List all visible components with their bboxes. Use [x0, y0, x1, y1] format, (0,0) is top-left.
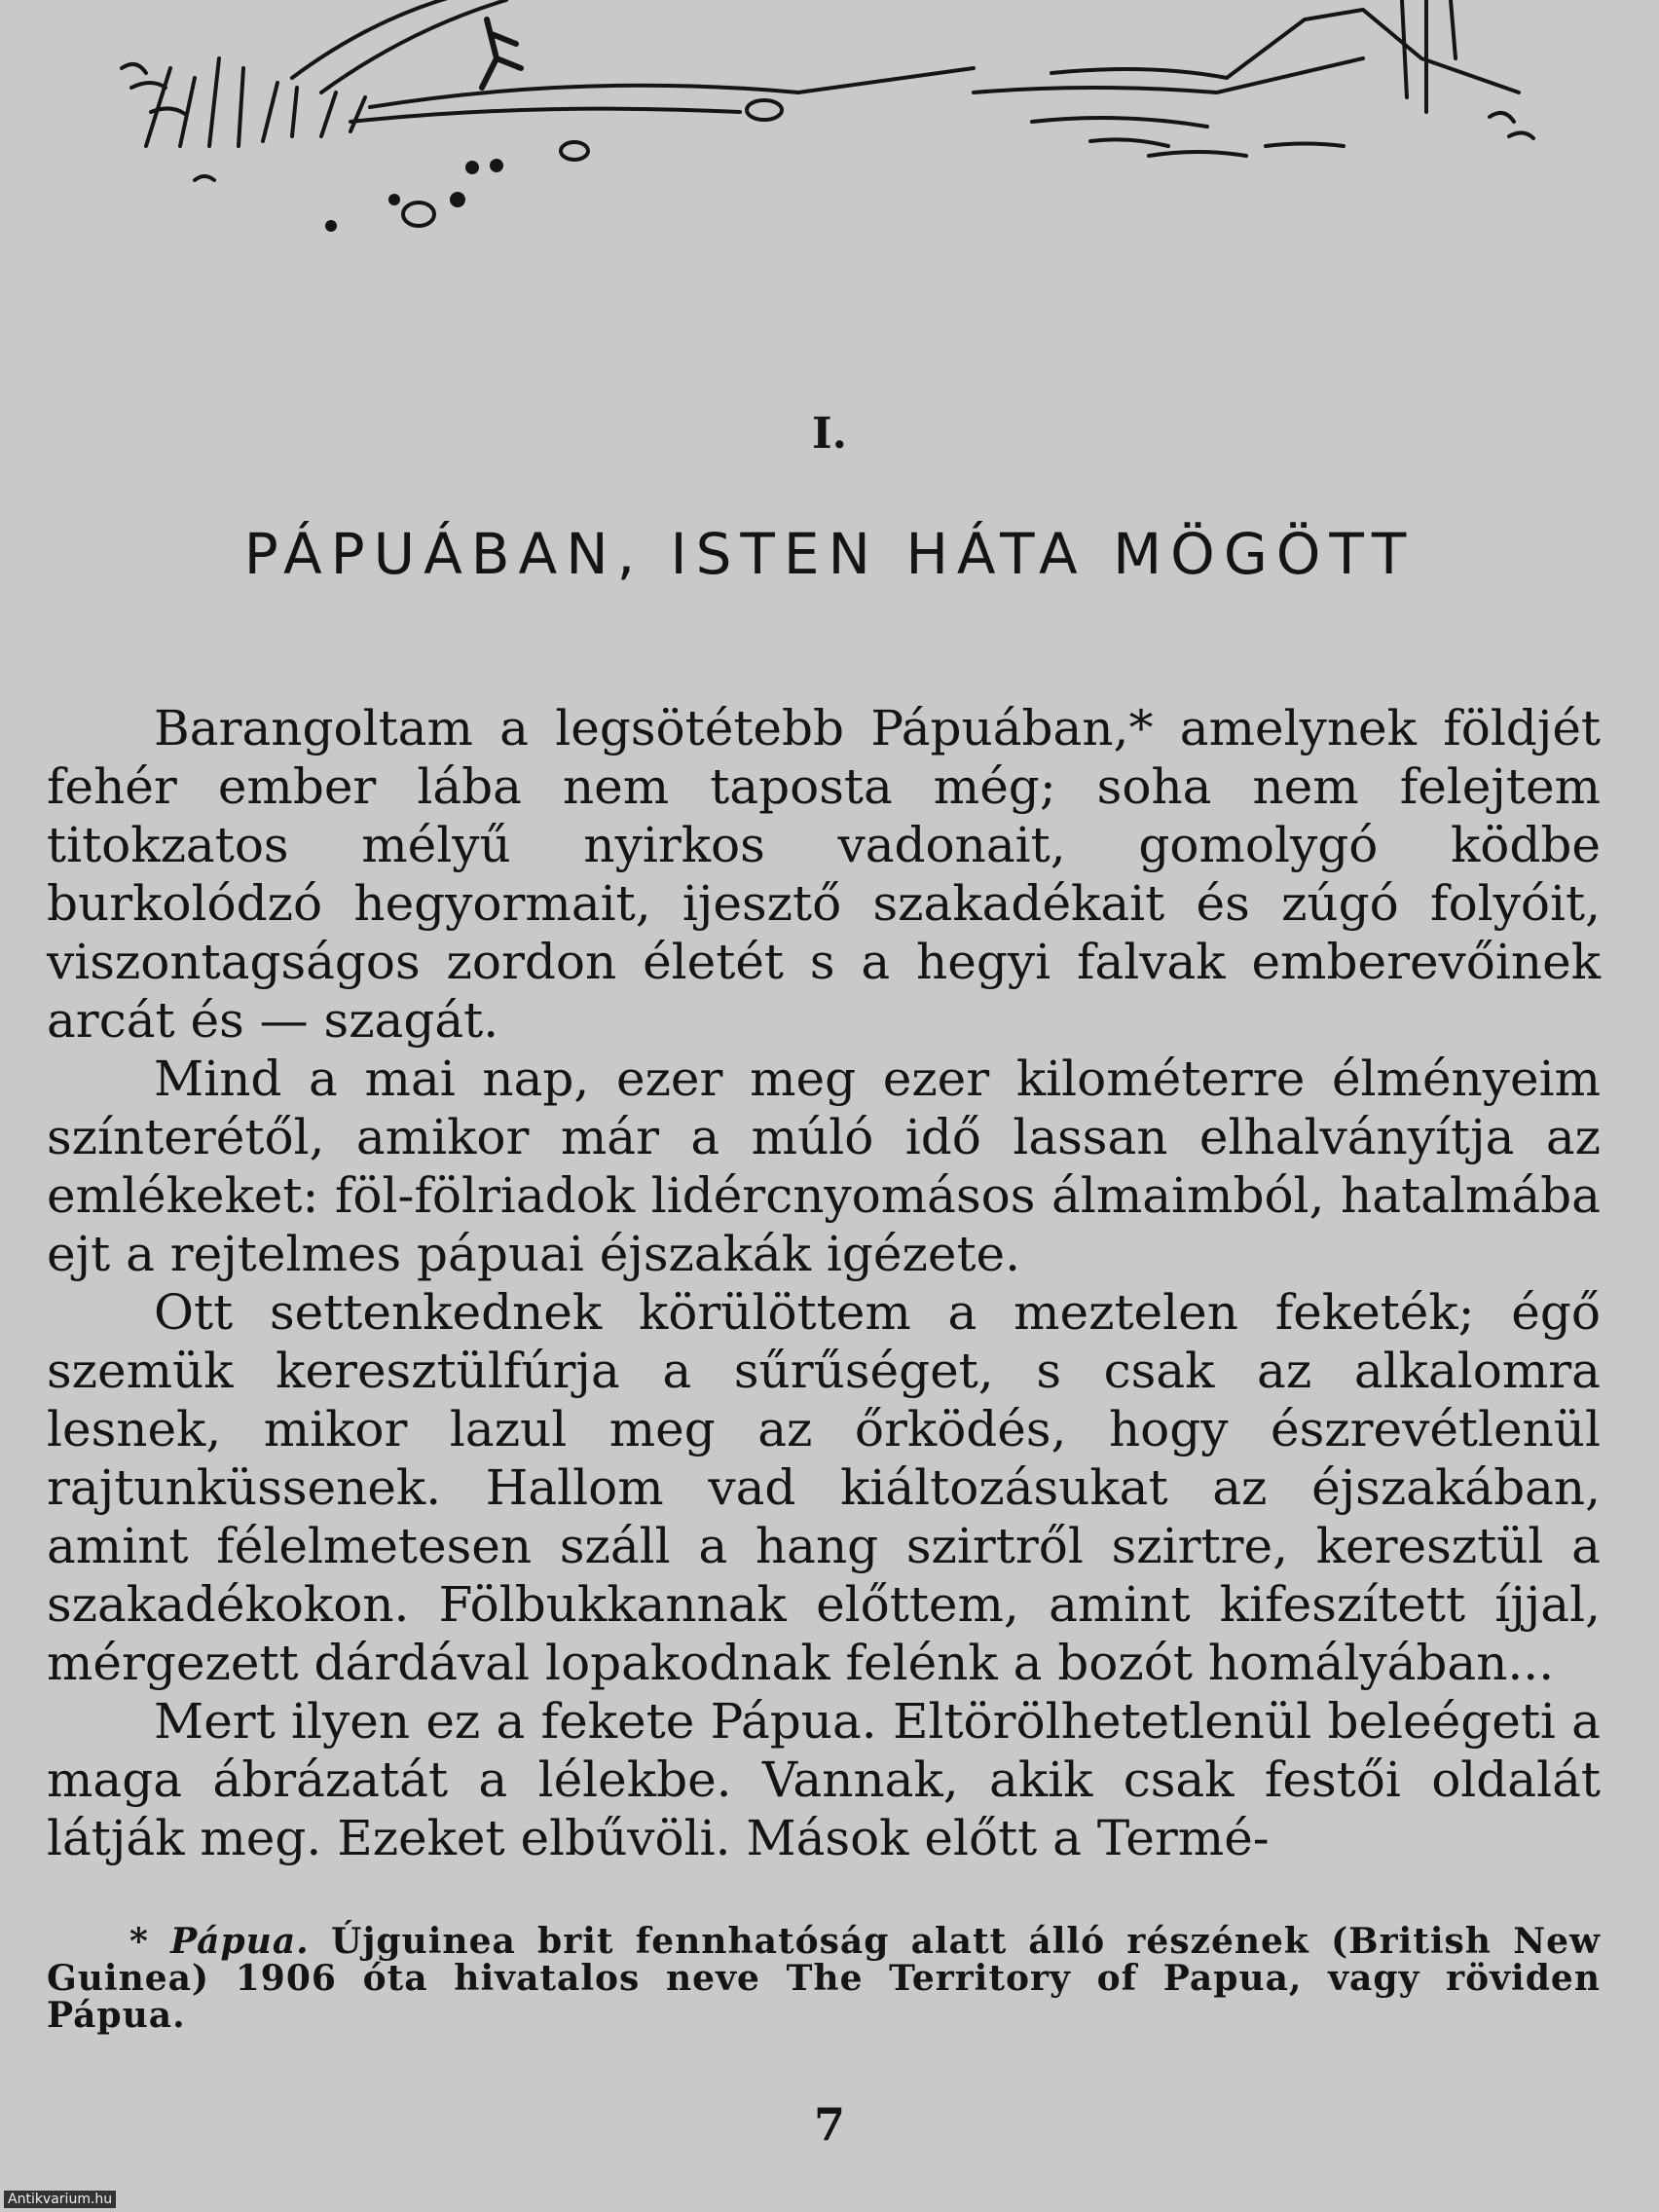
dot-1	[467, 163, 477, 172]
paragraph-text: Barangoltam a legsötétebb Pápuában,	[154, 700, 1129, 756]
tree-trunks-right	[1402, 0, 1456, 112]
footnote-marker: *	[1128, 700, 1154, 756]
paragraph-text: amelynek földjét fehér ember lába nem taposta még; soha nem felejtem titokzatos mélyű nyirkos vadonait, gomolygó ködbe burkolódzó hegyormait, ijesztő szakadékait és zúgó folyóit, viszontagságos zordon életét s a hegyi falvak emberevőinek arcát és — szagát.	[47, 700, 1601, 1049]
squiggle-1	[122, 64, 146, 73]
squiggle-4	[195, 176, 214, 180]
dot-4	[390, 196, 398, 203]
footnote-marker: *	[129, 1921, 149, 1962]
dot-3	[452, 194, 463, 205]
squiggle-2	[131, 83, 166, 88]
canoe	[747, 100, 782, 120]
shore-line	[370, 68, 974, 107]
paragraph: Mert ilyen ez a fekete Pápua. Eltörölhetetlenül beleégeti a maga ábrázatát a lélekbe. Vannak, akik csak festői oldalát látják meg. Ezeket elbűvöli. Mások előtt a Termé-	[47, 1693, 1601, 1866]
paragraph	[47, 699, 1601, 1050]
pebble-1	[561, 142, 588, 160]
dot-5	[327, 222, 335, 230]
paragraph: Ott settenkednek körülöttem a meztelen feketék; égő szemük keresztülfúrja a sűrűséget, s csak az alkalomra lesnek, mikor lazul meg az őrködés, hogy észrevétlenül rajtunküssenek. Hallom vad kiáltozásukat az éjszakában, amint félelmetesen száll a hang szirtről szirtre, keresztül a szakadékokon. Fölbukkannak előttem, amint kifeszített íjjal, mérgezett dárdával lopakodnak felénk a bozót homályában...	[47, 1284, 1601, 1691]
chapter-number: I.	[812, 409, 847, 459]
dot-2	[492, 161, 501, 170]
page-number: 7	[813, 2098, 845, 2151]
figure-outline	[482, 19, 521, 88]
hut-roof-line	[292, 0, 458, 78]
grass-strokes-left	[146, 58, 365, 146]
mountain-ridge-2	[974, 58, 1363, 92]
header-illustration	[0, 0, 1659, 253]
hut-roof-line-2	[321, 0, 506, 92]
watermark: Antikvarium.hu	[4, 2191, 116, 2208]
water-lines	[1032, 118, 1344, 156]
body-text	[47, 699, 1601, 1867]
footnote-term: Pápua.	[170, 1921, 310, 1962]
shore-line-2	[350, 109, 740, 122]
footnote-text: Újguinea brit fennhatóság alatt álló részének (British New Guinea) 1906 óta hivatalos neve The Territory of Papua, vagy röviden Pápua.	[47, 1921, 1601, 2036]
footnote	[47, 1923, 1601, 2034]
pebble-2	[403, 203, 434, 226]
mountain-ridge	[1051, 10, 1519, 92]
paragraph: Mind a mai nap, ezer meg ezer kilométerre élményeim színterétől, amikor már a múló idő lassan elhalványítja az emlékeket: föl-fölriadok lidércnyomásos álmaimból, hatalmába ejt a rejtelmes pápuai éjszakák igézete.	[47, 1051, 1601, 1282]
squiggle-right	[1490, 113, 1533, 138]
chapter-title: PÁPUÁBAN, ISTEN HÁTA MÖGÖTT	[243, 521, 1416, 587]
